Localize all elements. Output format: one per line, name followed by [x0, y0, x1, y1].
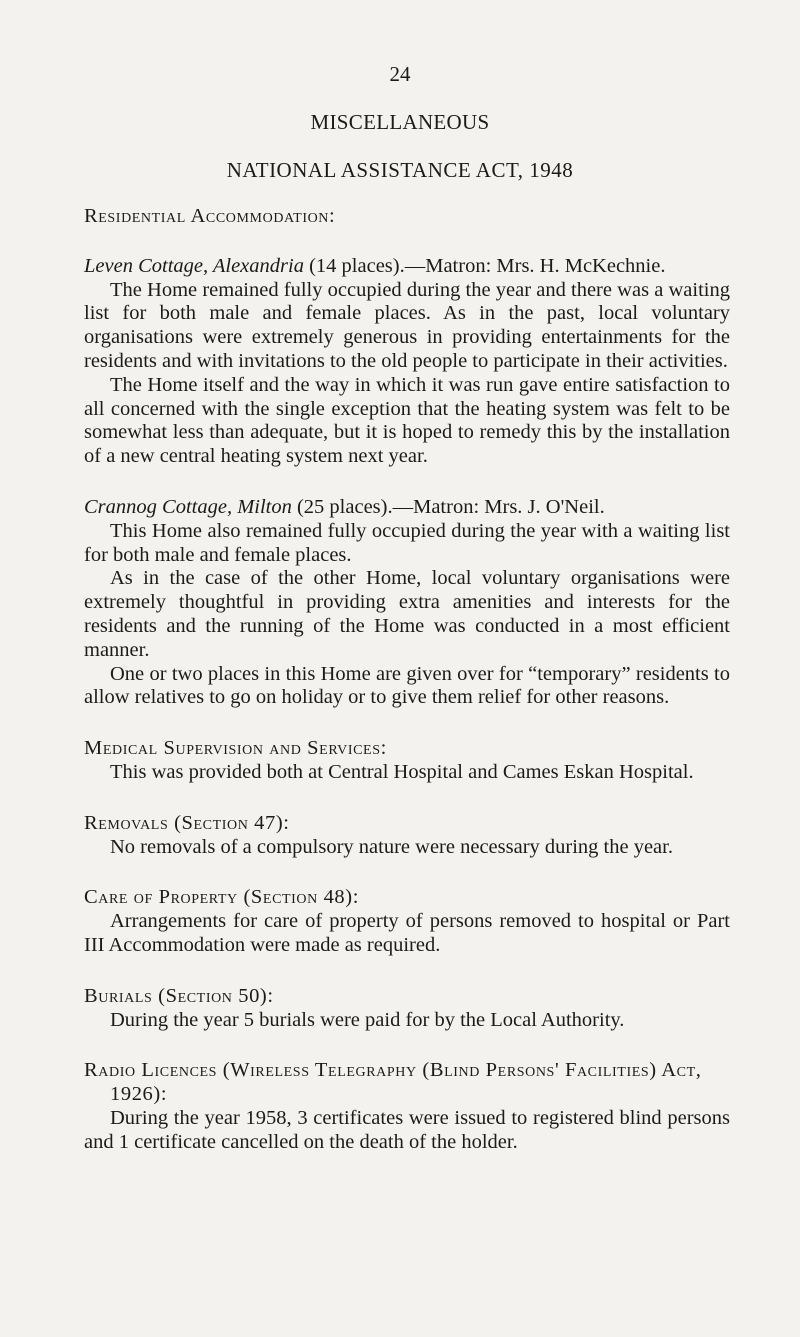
section-heading-property: Care of Property (Section 48):: [84, 886, 359, 909]
page-number: 24: [389, 62, 411, 86]
section-heading-medical: Medical Supervision and Services:: [84, 737, 387, 760]
crannog-paragraph-3: One or two places in this Home are given over for “temporary” residents to allow relatives to go on holiday or to give them relief for other reasons.: [84, 662, 730, 709]
section-heading-radio: Radio Licences (Wireless Telegraphy (Blind Persons' Facilities) Act, 1926):: [84, 1059, 702, 1106]
leven-cottage-name: Leven Cottage, Alexandria: [84, 254, 304, 277]
crannog-cottage-details: (25 places).—Matron: Mrs. J. O'Neil.: [291, 495, 605, 518]
section-heading-removals: Removals (Section 47):: [84, 811, 290, 834]
document-body: [84, 205, 730, 1155]
crannog-cottage-name: Crannog Cottage, Milton: [84, 495, 292, 518]
burials-text: During the year 5 burials were paid for by the Local Authority.: [110, 1008, 625, 1031]
crannog-paragraph-2: As in the case of the other Home, local voluntary organisations were extremely thoughtful in providing extra amenities and interests for the residents and the running of the Home was conducted in a most efficient manner.: [84, 567, 730, 661]
act-title: NATIONAL ASSISTANCE ACT, 1948: [226, 158, 574, 182]
medical-text: This was provided both at Central Hospital and Cames Eskan Hospital.: [110, 760, 694, 783]
property-text: Arrangements for care of property of persons removed to hospital or Part III Accommodation were made as required.: [84, 910, 730, 956]
leven-cottage-lead: [84, 255, 730, 279]
leven-paragraph-2: The Home itself and the way in which it was run gave entire satisfaction to all concerned with the single exception that the heating system was felt to be somewhat less than adequate, but it is hoped to remedy this by the installation of a new central heating system next year.: [84, 373, 730, 468]
leven-paragraph-1: The Home remained fully occupied during the year and there was a waiting list for both male and female places. As in the past, local voluntary organisations were extremely generous in providing entertainments for the residents and with invitations to the old people to participate in their activities.: [84, 278, 730, 372]
crannog-cottage-lead: [84, 496, 730, 520]
crannog-paragraph-1: This Home also remained fully occupied during the year with a waiting list for both male and female places.: [84, 519, 730, 566]
section-heading-residential: Residential Accommodation:: [84, 205, 336, 227]
removals-text: No removals of a compulsory nature were necessary during the year.: [110, 835, 673, 858]
section-heading-burials: Burials (Section 50):: [84, 984, 274, 1007]
radio-text: During the year 1958, 3 certificates were issued to registered blind persons and 1 certificate cancelled on the death of the holder.: [84, 1106, 730, 1153]
chapter-title: MISCELLANEOUS: [310, 110, 490, 134]
leven-cottage-details: (14 places).—Matron: Mrs. H. McKechnie.: [303, 254, 666, 277]
